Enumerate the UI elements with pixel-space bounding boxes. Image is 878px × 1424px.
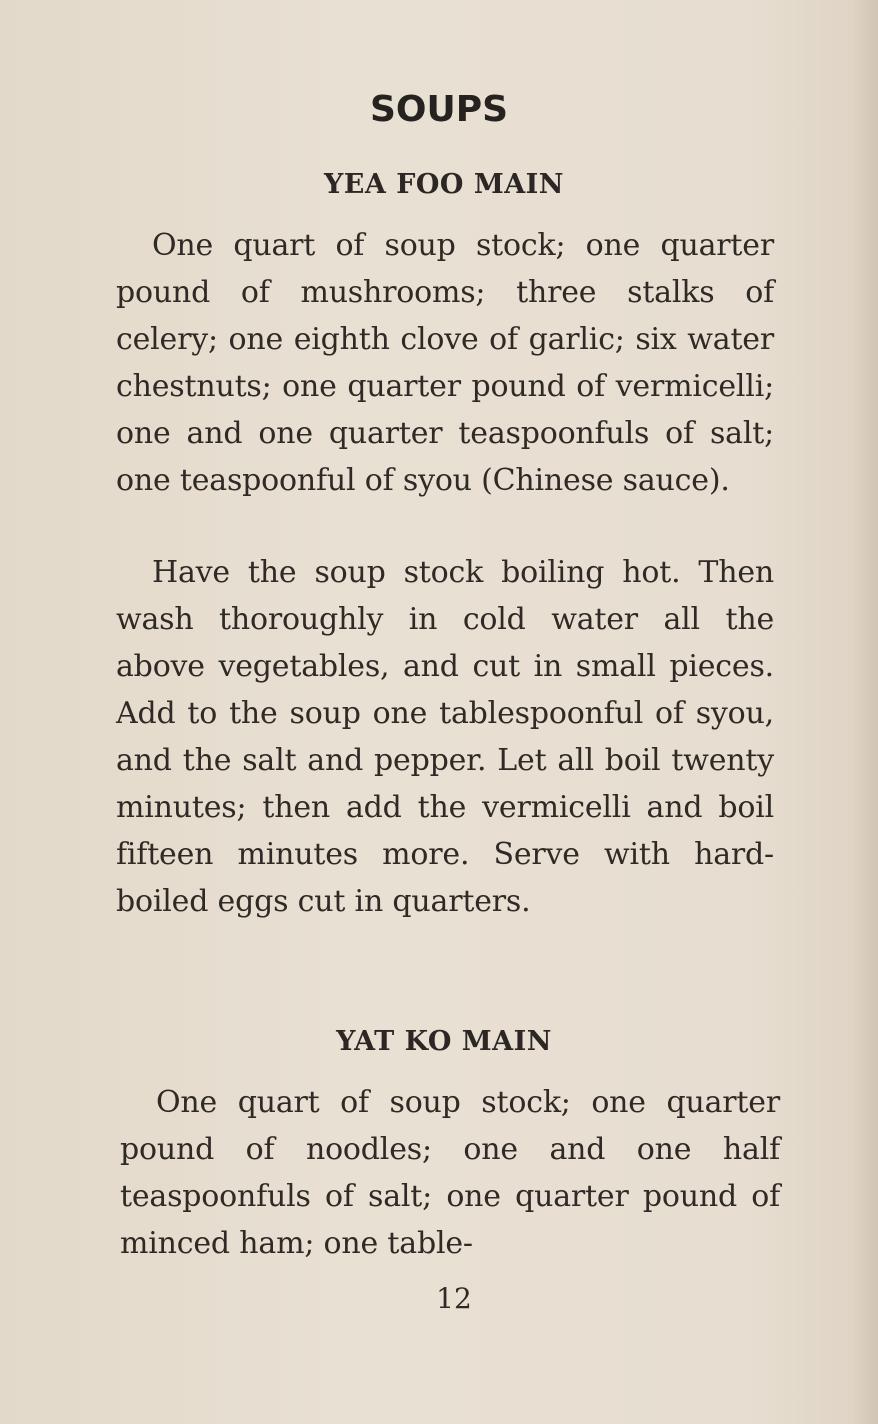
recipe-title: YEA FOO MAIN [324,169,564,200]
recipe-title: YAT KO MAIN [336,1026,552,1057]
section-title: SOUPS [369,89,509,130]
recipe-ingredients-paragraph: One quart of soup stock; one quarter pound of noodles; one and one half teaspoonfuls of salt; one quarter pound of minced ham; one table- [120,1085,780,1261]
page-number: 12 [436,1282,472,1315]
recipe-method-paragraph: Have the soup stock boiling hot. Then wash thoroughly in cold water all the above vegetables, and cut in small pieces. Add to the soup one tablespoonful of syou, and the salt and pepper. Let all boil twenty minutes; then add the vermicelli and boil fifteen minutes more. Serve with hard-boiled eggs cut in quarters. [116,555,774,919]
recipe-ingredients-paragraph: One quart of soup stock; one quarter pound of mushrooms; three stalks of celery; one eighth clove of garlic; six water chestnuts; one quarter pound of vermicelli; one and one quarter teaspoonfuls of salt; one teaspoonful of syou (Chinese sauce). [116,228,774,498]
